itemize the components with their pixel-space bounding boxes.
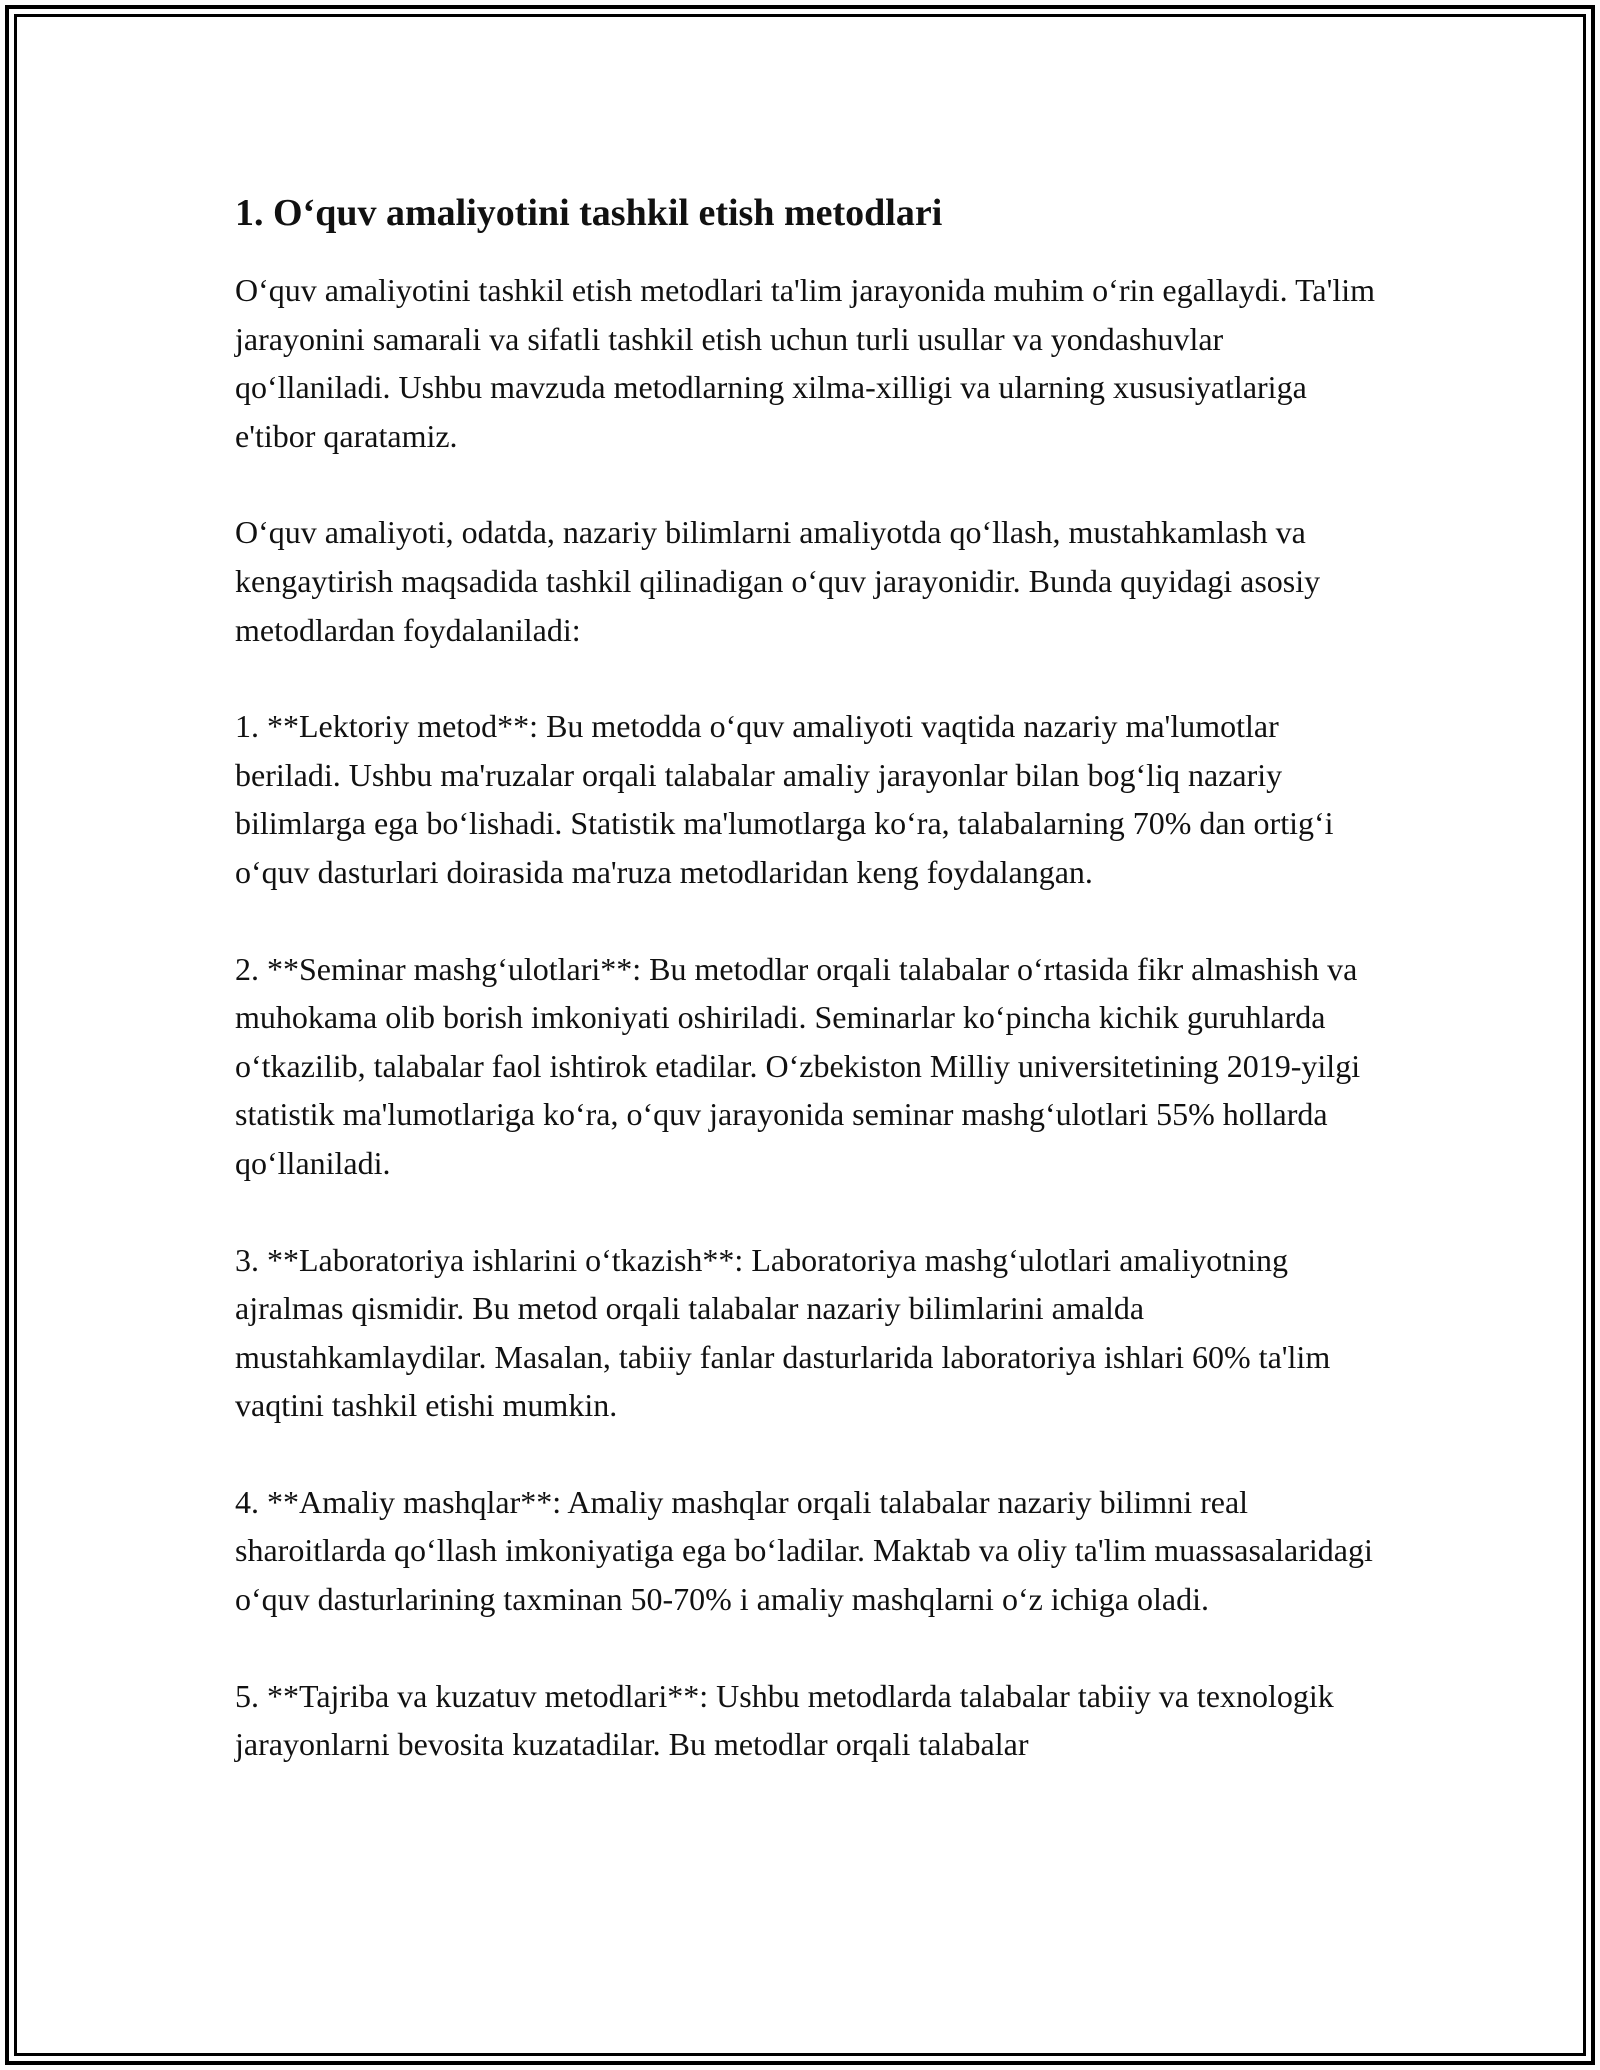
paragraph-experiment-observation: 5. **Tajriba va kuzatuv metodlari**: Ushbu metodlarda talabalar tabiiy va texnologik jarayonlarni bevosita kuzatadilar. Bu metodlar orqali talabalar [235,1677,1334,1763]
paragraph-practical-exercises: 4. **Amaliy mashqlar**: Amaliy mashqlar orqali talabalar nazariy bilimni real sharoitlarda qo‘llash imkoniyatiga ega bo‘ladilar. Maktab va oliy ta'lim muassasalaridagi o‘quv dasturlarining taxminan 50-70% i amaliy mashqlarni o‘z ichiga oladi. [235,1483,1373,1618]
paragraph-overview: O‘quv amaliyoti, odatda, nazariy bilimlarni amaliyotda qo‘llash, mustahkamlash va kengaytirish maqsadida tashkil qilinadigan o‘quv jarayonidir. Bunda quyidagi asosiy metodlardan foydalaniladi: [235,514,1321,648]
document-title: 1. O‘quv amaliyotini tashkil etish metodlari [235,192,943,234]
paragraph-lecture-method: 1. **Lektoriy metod**: Bu metodda o‘quv amaliyoti vaqtida nazariy ma'lumotlar beriladi. Ushbu ma'ruzalar orqali talabalar amaliy jarayonlar bilan bog‘liq nazariy bilimlarga ega bo‘lishadi. Statistik ma'lumotlarga ko‘ra, talabalarning 70% dan ortig‘i o‘quv dasturlari doirasida ma'ruza metodlaridan keng foydalangan. [235,708,1334,890]
paragraph-seminar-sessions: 2. **Seminar mashg‘ulotlari**: Bu metodlar orqali talabalar o‘rtasida fikr almashish va muhokama olib borish imkoniyati oshiriladi. Seminarlar ko‘pincha kichik guruhlarda o‘tkazilib, talabalar faol ishtirok etadilar. O‘zbekiston Milliy universitetining 2019-yilgi statistik ma'lumotlariga ko‘ra, o‘quv jarayonida seminar mashg‘ulotlari 55% hollarda qo‘llaniladi. [235,950,1361,1181]
paragraph-intro: O‘quv amaliyotini tashkil etish metodlari ta'lim jarayonida muhim o‘rin egallaydi. Ta'lim jarayonini samarali va sifatli tashkil etish uchun turli usullar va yondashuvlar qo‘llaniladi. Ushbu mavzuda metodlarning xilma-xilligi va ularning xususiyatlariga e'tibor qaratamiz. [235,272,1376,454]
document-body [235,180,1375,1769]
paragraph-laboratory-work: 3. **Laboratoriya ishlarini o‘tkazish**: Laboratoriya mashg‘ulotlari amaliyotning ajralmas qismidir. Bu metod orqali talabalar nazariy bilimlarini amalda mustahkamlaydilar. Masalan, tabiiy fanlar dasturlarida laboratoriya ishlari 60% ta'lim vaqtini tashkil etishi mumkin. [235,1241,1331,1424]
